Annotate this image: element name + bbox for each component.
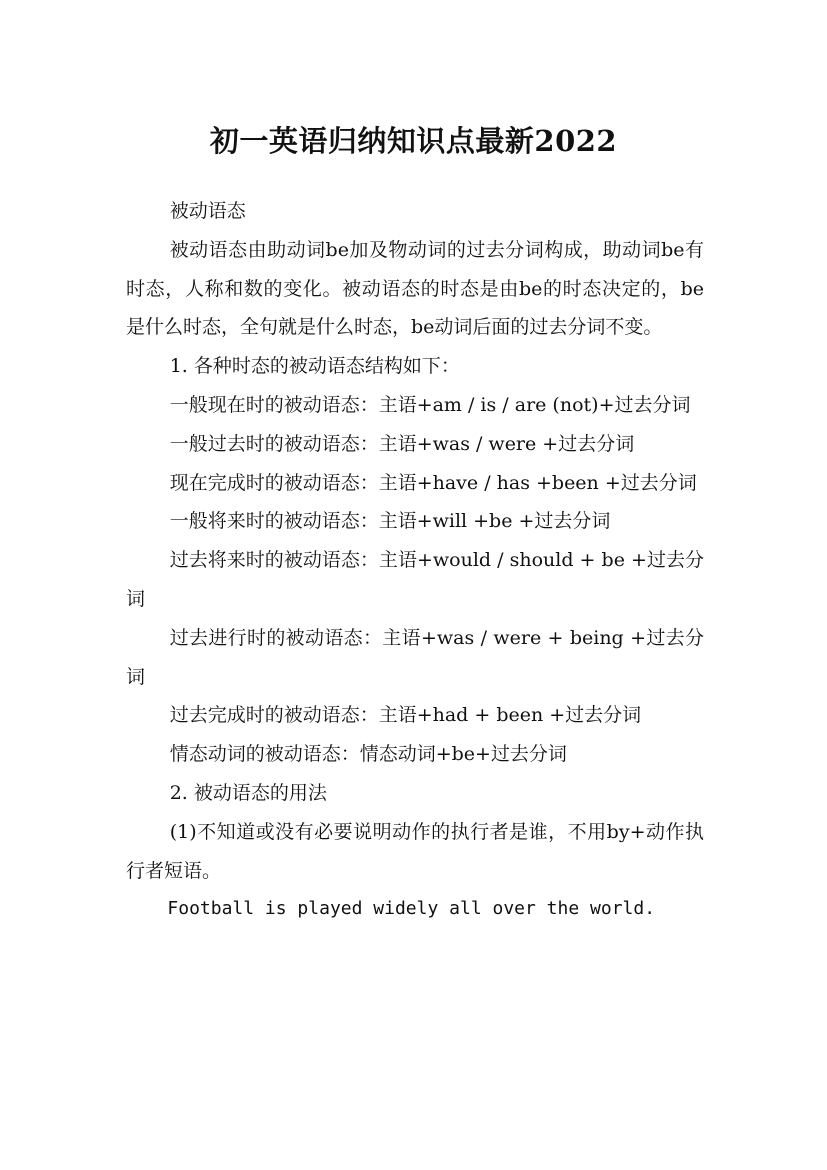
paragraph-definition: 被动语态由助动词be加及物动词的过去分词构成，助动词be有时态，人称和数的变化。被动语态的时态是由be的时态决定的，be是什么时态，全句就是什么时态，be动词后面的过去分词不变。 [126,238,704,339]
rule-past-continuous: 过去进行时的被动语态：主语+was / were + being +过去分词 [126,626,704,688]
document-body [126,192,704,929]
subheading-tense-structures: 1. 各种时态的被动语态结构如下： [169,355,460,378]
rule-present-perfect: 现在完成时的被动语态：主语+have / has +been +过去分词 [169,471,697,494]
rule-simple-future: 一般将来时的被动语态：主语+will +be +过去分词 [169,510,611,533]
section-heading-passive-voice: 被动语态 [169,200,246,222]
rule-simple-past: 一般过去时的被动语态：主语+was / were +过去分词 [169,432,635,455]
usage-point-1: (1)不知道或没有必要说明动作的执行者是谁，不用by+动作执行者短语。 [126,820,704,882]
rule-modal-verbs: 情态动词的被动语态：情态动词+be+过去分词 [169,743,567,766]
page-title: 初一英语归纳知识点最新2022 [209,124,618,159]
rule-past-perfect: 过去完成时的被动语态：主语+had + been +过去分词 [169,704,642,727]
example-sentence: Football is played widely all over the world. [167,898,656,920]
subheading-usage: 2. 被动语态的用法 [169,781,327,804]
rule-simple-present: 一般现在时的被动语态：主语+am / is / are (not)+过去分词 [169,393,691,416]
rule-future-in-past: 过去将来时的被动语态：主语+would / should + be +过去分词 [126,549,704,610]
